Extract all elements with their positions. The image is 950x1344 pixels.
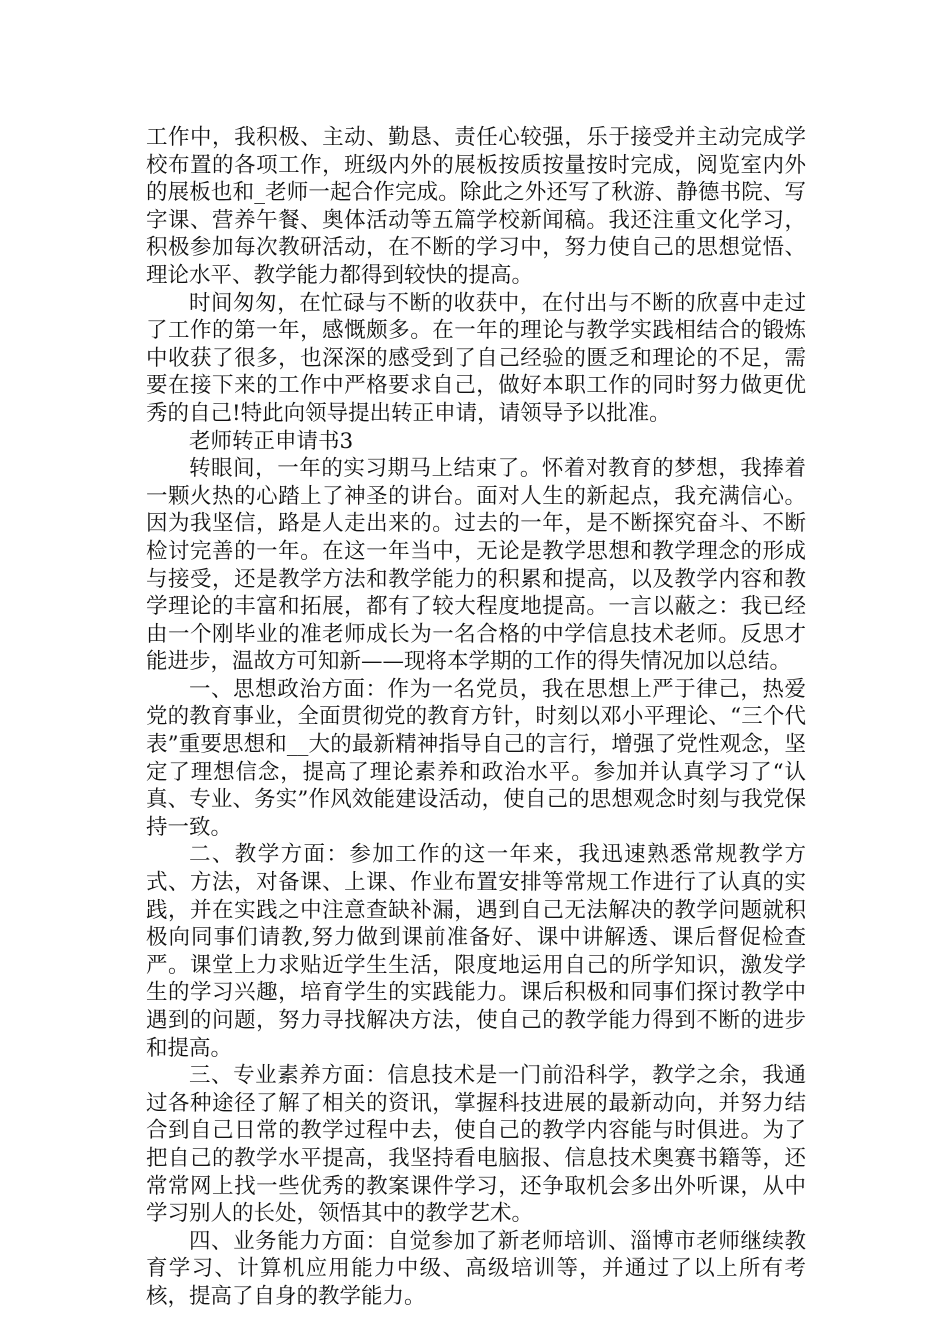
document-page [146,124,806,1311]
paragraph-teaching: 二、教学方面：参加工作的这一年来，我迅速熟悉常规教学方式、方法，对备课、上课、作业布置安排等常规工作进行了认真的实践，并在实践之中注意查缺补漏，遇到自己无法解决的教学问题就积极向同事们请教,努力做到课前准备好、课中讲解透、课后督促检查严。课堂上力求贴近学生生活，限度地运用自己的所学知识，激发学生的学习兴趣，培育学生的实践能力。课后积极和同事们探讨教学中遇到的问题，努力寻找解决方法，使自己的教学能力得到不断的进步和提高。 [146,842,806,1061]
paragraph-application-request: 时间匆匆，在忙碌与不断的收获中，在付出与不断的欣喜中走过了工作的第一年，感慨颇多。在一年的理论与教学实践相结合的锻炼中收获了很多，也深深的感受到了自己经验的匮乏和理论的不足，需要在接下来的工作中严格要求自己，做好本职工作的同时努力做更优秀的自己!特此向领导提出转正申请，请领导予以批准。 [146,290,806,426]
section-heading: 老师转正申请书3 [189,428,354,454]
paragraph-business-ability: 四、业务能力方面：自觉参加了新老师培训、淄博市老师继续教育学习、计算机应用能力中级、高级培训等，并通过了以上所有考核，提高了自身的教学能力。 [146,1228,806,1309]
paragraph-political-thought: 一、思想政治方面：作为一名党员，我在思想上严于律己，热爱党的教育事业，全面贯彻党的教育方针，时刻以邓小平理论、“三个代表”重要思想和__大的最新精神指导自己的言行，增强了党性观念，坚定了理想信念，提高了理论素养和政治水平。参加并认真学习了“认真、专业、务实”作风效能建设活动，使自己的思想观念时刻与我党保持一致。 [146,676,806,840]
paragraph-work-summary: 工作中，我积极、主动、勤恳、责任心较强，乐于接受并主动完成学校布置的各项工作，班级内外的展板按质按量按时完成，阅览室内外的展板也和_老师一起合作完成。除此之外还写了秋游、静德书院、写字课、营养午餐、奥体活动等五篇学校新闻稿。我还注重文化学习，积极参加每次教研活动，在不断的学习中，努力使自己的思想觉悟、理论水平、教学能力都得到较快的提高。 [146,125,806,288]
paragraph-introduction: 转眼间，一年的实习期马上结束了。怀着对教育的梦想，我捧着一颗火热的心踏上了神圣的讲台。面对人生的新起点，我充满信心。因为我坚信，路是人走出来的。过去的一年，是不断探究奋斗、不断检讨完善的一年。在这一年当中，无论是教学思想和教学理念的形成与接受，还是教学方法和教学能力的积累和提高，以及教学内容和教学理论的丰富和拓展，都有了较大程度地提高。一言以蔽之：我已经由一个刚毕业的准老师成长为一名合格的中学信息技术老师。反思才能进步，温故方可知新——现将本学期的工作的得失情况加以总结。 [146,456,806,675]
paragraph-professional-literacy: 三、专业素养方面：信息技术是一门前沿科学，教学之余，我通过各种途径了解了相关的资讯，掌握科技进展的最新动向，并努力结合到自己日常的教学过程中去，使自己的教学内容能与时俱进。为了把自己的教学水平提高，我坚持看电脑报、信息技术奥赛书籍等，还常常网上找一些优秀的教案课件学习，还争取机会多出外听课，从中学习别人的长处，领悟其中的教学艺术。 [146,1063,806,1227]
